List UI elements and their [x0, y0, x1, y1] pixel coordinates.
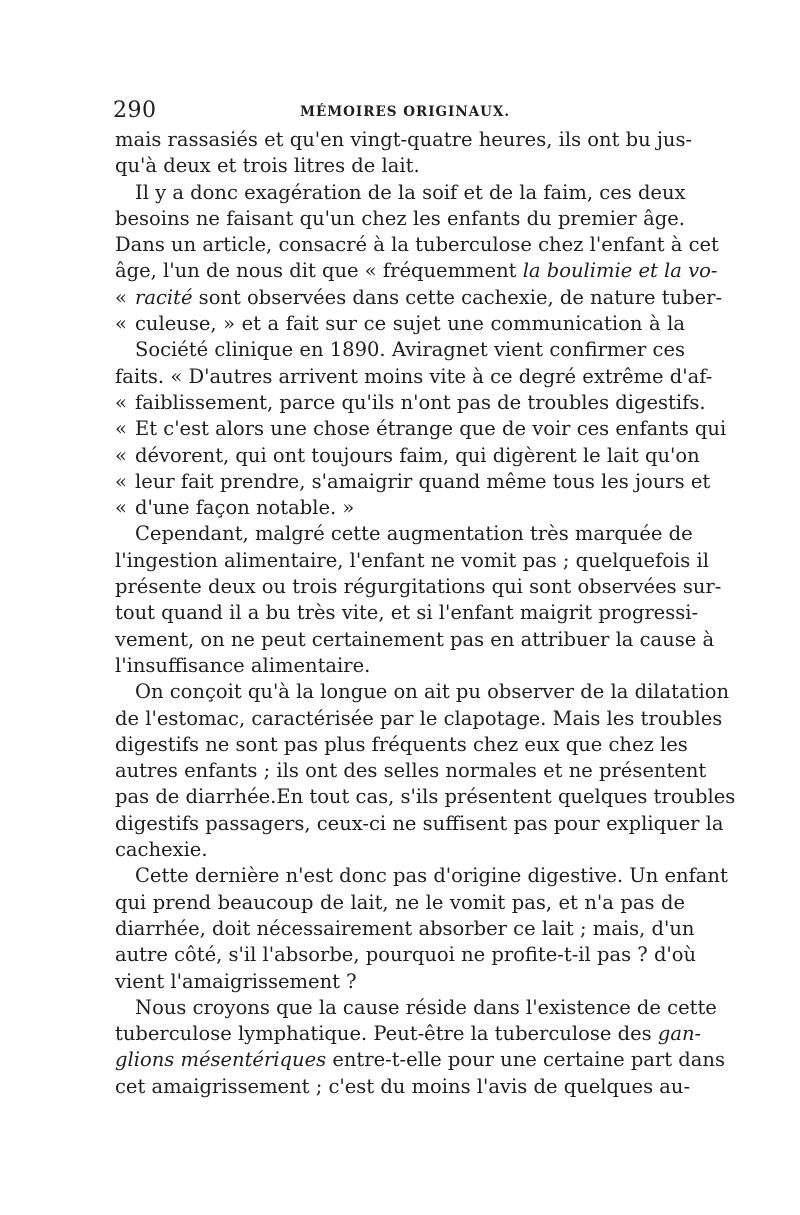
text-line: « culeuse, » et a fait sur ce sujet une communication à la — [115, 312, 685, 336]
text-line-part: Et c'est alors une chose étrange que de voir ces enfants qui — [135, 417, 727, 441]
text-line — [115, 1047, 725, 1073]
text-line: Il y a donc exagération de la soif et de la faim, ces deux — [135, 180, 686, 204]
running-head: MÉMOIRES ORIGINAUX. — [300, 104, 511, 120]
text-line: de l'estomac, caractérisée par le clapotage. Mais les troubles — [115, 706, 723, 730]
text-line: « faiblissement, parce qu'ils n'ont pas de troubles digestifs. — [115, 390, 706, 414]
text-line: qu'à deux et trois litres de lait. — [115, 154, 420, 178]
text-line: qui prend beaucoup de lait, ne le vomit pas, et n'a pas de — [115, 890, 685, 914]
text-line: « Et c'est alors une chose étrange que de voir ces enfants qui — [115, 417, 727, 441]
text-line: vement, on ne peut certainement pas en attribuer la cause à — [115, 627, 715, 651]
text-line: autre côté, s'il l'absorbe, pourquoi ne profite-t-il pas ? d'où — [115, 943, 697, 967]
text-line: l'insuffisance alimentaire. — [115, 653, 371, 677]
text-line: mais rassasiés et qu'en vingt-quatre heures, ils ont bu jus- — [115, 128, 693, 151]
text-line: Cette dernière n'est donc pas d'origine digestive. Un enfant — [135, 864, 728, 888]
text-line: tout quand il a bu très vite, et si l'enfant maigrit progressi- — [115, 601, 699, 625]
text-line-part: d'une façon notable. » — [135, 496, 355, 520]
text-line-part: faiblissement, parce qu'ils n'ont pas de troubles digestifs. — [135, 390, 706, 414]
text-line: digestifs passagers, ceux-ci ne suffisent pas pour expliquer la — [115, 811, 724, 835]
text-line: pas de diarrhée.En tout cas, s'ils présentent quelques troubles — [115, 785, 736, 809]
text-line-part: tuberculose lymphatique. Peut-être la tuberculose des — [115, 1022, 658, 1046]
italic-text: gan- — [657, 1022, 702, 1046]
text-line-part: sont observées dans cette cachexie, de nature tuber- — [192, 285, 723, 309]
text-line-part: culeuse, » et a fait sur ce sujet une communication à la — [135, 312, 685, 336]
text-line-part: leur fait prendre, s'amaigrir quand même tous les jours et — [135, 469, 711, 493]
text-line: l'ingestion alimentaire, l'enfant ne vomit pas ; quelquefois il — [115, 548, 709, 572]
text-line-part: dévorent, qui ont toujours faim, qui digèrent le lait qu'on — [135, 443, 700, 467]
page-number: 290 — [113, 98, 157, 123]
text-line: « dévorent, qui ont toujours faim, qui digèrent le lait qu'on — [115, 443, 700, 467]
text-line: vient l'amaigrissement ? — [115, 969, 357, 993]
text-line: autres enfants ; ils ont des selles normales et ne présentent — [115, 759, 707, 783]
text-line: « leur fait prendre, s'amaigrir quand même tous les jours et — [115, 469, 711, 493]
body-text — [115, 127, 736, 1100]
text-line: Dans un article, consacré à la tuberculose chez l'enfant à cet — [115, 233, 719, 257]
text-line: « d'une façon notable. » — [115, 496, 355, 520]
text-line: Cependant, malgré cette augmentation très marquée de — [135, 522, 693, 546]
text-line: besoins ne faisant qu'un chez les enfants du premier âge. — [115, 206, 685, 230]
text-line: Nous croyons que la cause réside dans l'existence de cette — [135, 995, 717, 1019]
text-line: « racité sont observées dans cette cachexie, de nature tuber- — [115, 285, 723, 309]
text-line: Société clinique en 1890. Aviragnet vient confirmer ces — [135, 338, 685, 362]
italic-text: racité — [135, 285, 193, 309]
text-line: digestifs ne sont pas plus fréquents chez eux que chez les — [115, 732, 688, 756]
text-line: cet amaigrissement ; c'est du moins l'avis de quelques au- — [115, 1074, 691, 1098]
text-line: présente deux ou trois régurgitations qui sont observées sur- — [115, 575, 722, 599]
text-line-part: âge, l'un de nous dit que « fréquemment — [115, 259, 523, 283]
page-header — [113, 98, 685, 124]
text-line: diarrhée, doit nécessairement absorber ce lait ; mais, d'un — [115, 916, 695, 940]
text-line — [115, 258, 718, 284]
italic-text: la boulimie et la vo- — [522, 259, 718, 283]
text-line: cachexie. — [115, 838, 208, 862]
text-line: On conçoit qu'à la longue on ait pu observer de la dilatation — [135, 680, 729, 704]
italic-text: glions mésentériques — [115, 1048, 327, 1072]
text-line — [115, 1021, 702, 1047]
text-line-part: entre-t-elle pour une certaine part dans — [326, 1048, 725, 1072]
text-line: faits. « D'autres arrivent moins vite à ce degré extrême d'af- — [115, 364, 713, 388]
